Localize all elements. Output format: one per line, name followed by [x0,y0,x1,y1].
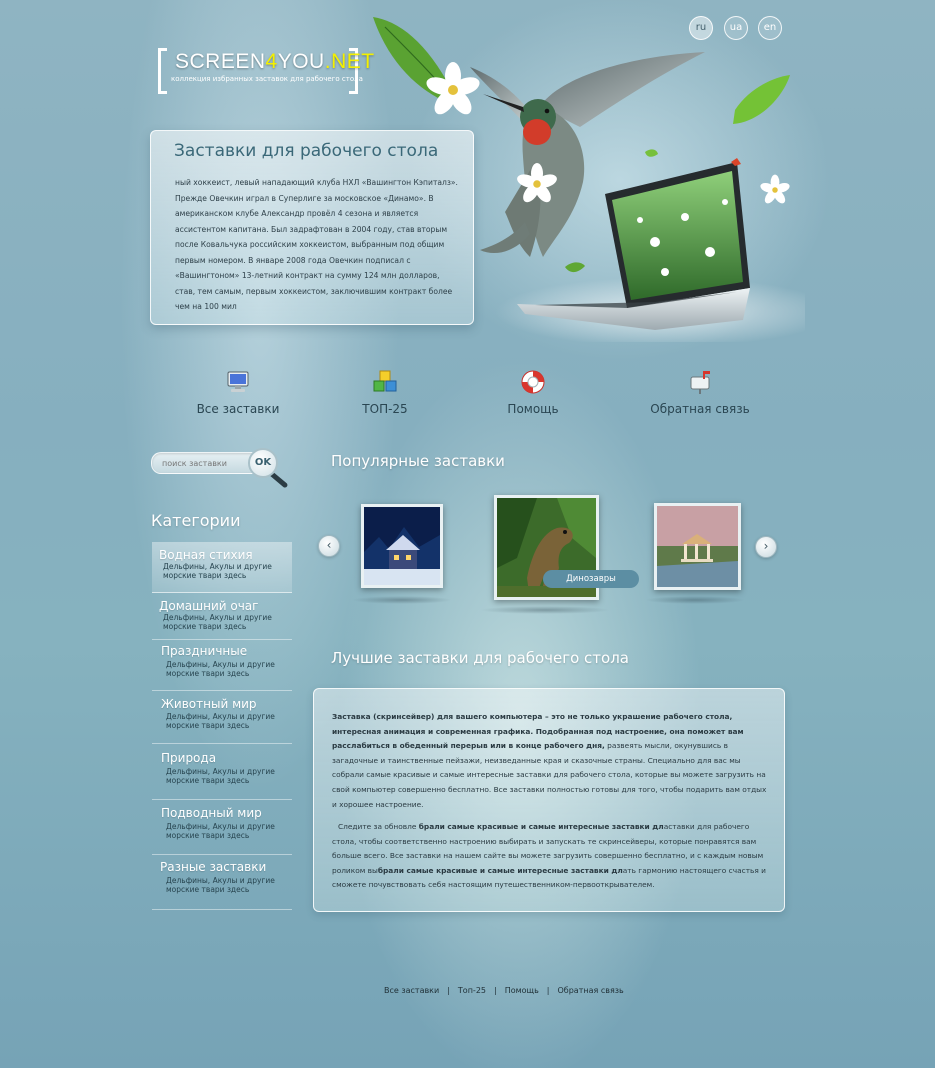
category-name: Домашний очаг [159,599,259,613]
categories-list [152,542,292,910]
best-p2-a: Следите за обновле [338,822,419,831]
best-p1-bold: Заставка (скринсейвер) для вашего компьютера – это не только украшение рабочего стола, интересная анимация и современная графика. Подобранная под настроение, она поможет вам расслабиться в обеденный перерыв или в конце рабочего дня, [332,712,744,751]
category-item[interactable] [152,542,292,593]
thumb-tooltip: Динозавры [543,570,639,588]
logo-subtitle: коллекция избранных заставок для рабочего стола [171,75,363,83]
category-item[interactable] [152,744,292,800]
category-desc: Дельфины, Акулы и другие морские твари здесь [163,613,272,631]
thumb-shadow [645,596,745,604]
footer-link-help[interactable]: Помощь [504,986,539,995]
category-desc: Дельфины, Акулы и другие морские твари здесь [163,562,272,580]
thumb-shadow [352,596,452,604]
search-ok-button[interactable]: OK [248,448,278,478]
category-name: Подводный мир [161,806,262,820]
footer-separator: | [494,986,497,995]
carousel-prev-button[interactable] [318,535,340,557]
category-name: Праздничные [161,644,248,658]
site-logo[interactable] [158,48,375,88]
footer-link-all[interactable]: Все заставки [384,986,440,995]
category-item[interactable] [152,800,292,855]
thumb-shadow [480,606,610,614]
best-p2-c: аставки для рабочего стола, чтобы соответственно настроению выбирать и запускать те скринсейверы, которые понравятся вам больше всего. Все заставки на нашем сайте вы можете загрузить совершенно бесплатно, и с каждым новым роликом вы [332,822,764,875]
category-name: Природа [161,751,217,765]
category-desc: Дельфины, Акулы и другие морские твари здесь [166,660,275,678]
screensaver-thumb-winter-house[interactable] [361,504,443,588]
category-desc: Дельфины, Акулы и другие морские твари здесь [166,822,275,840]
category-item[interactable] [152,593,292,640]
footer-link-feedback[interactable]: Обратная связь [557,986,624,995]
lang-ru-button[interactable]: ru [689,16,713,40]
thumb-image [657,506,738,587]
category-name: Разные заставки [160,860,267,874]
best-paragraph-1 [332,710,768,812]
intro-text: ный хоккеист, левый нападающий клуба НХЛ «Вашингтон Кэпиталз». Прежде Овечкин играл в Суперлиге за московское «Динамо». В американском клубе Александр провёл 4 сезона и является ассистентом капитана. Был задрафтован в 2004 году, став вторым после Ковальчука российским хоккеистом, выбранным под общим первым номером. В январе 2008 года Овечкин подписал с «Вашингтоном» 13-летний контракт на сумму 124 млн долларов, став, тем самым, первым хоккеистом, заключившим контракт более чем на 100 мил [175,178,458,311]
best-p2-d: брали самые красивые и самые интересные заставки дл [377,865,623,875]
category-desc: Дельфины, Акулы и другие морские твари здесь [166,767,275,785]
logo-title: SCREEN4YOU.NET [175,50,375,73]
categories-title: Категории [151,511,241,530]
intro-panel [150,130,474,325]
mailbox-icon [687,369,713,395]
best-p1-rest: развеять мысли, окунувшись в загадочные и таинственные пейзажи, неизведанные края и сказочные страны. Специально для вас мы собрали самые красивые и самые интересные заставки для рабочего стола, которые вы можете загрузить на свой компьютер совершенно бесплатно. Все заставки полностью готовы для того, чтобы подарить вам отдых и хорошее настроение. [332,741,767,809]
thumb-image [364,507,440,585]
popular-title: Популярные заставки [331,452,505,470]
lang-en-button[interactable]: en [758,16,782,40]
best-p2-b: брали самые красивые и самые интересные заставки дл [418,822,664,831]
footer-nav [384,986,624,995]
footer-link-top[interactable]: Топ-25 [457,986,486,995]
best-title: Лучшие заставки для рабочего стола [331,649,630,667]
search-input[interactable] [160,456,254,471]
nav-feedback[interactable] [630,369,770,416]
footer-separator: | [546,986,550,995]
screensaver-thumb-gazebo[interactable] [654,503,741,590]
chevron-right-icon: › [763,539,769,553]
nav-label: Помощь [507,402,559,416]
carousel-next-button[interactable] [755,536,777,558]
nav-label: Обратная связь [650,402,750,416]
cubes-icon [372,369,398,395]
nav-help[interactable] [463,369,603,416]
category-desc: Дельфины, Акулы и другие морские твари здесь [166,876,275,894]
lifebuoy-icon [520,369,546,395]
nav-label: Все заставки [196,402,280,416]
lang-ua-button[interactable]: ua [724,16,748,40]
logo-bracket-left [158,48,167,94]
category-name: Водная стихия [159,548,253,562]
nav-top25[interactable] [315,369,455,416]
nav-all-screensavers[interactable] [168,369,308,416]
category-item[interactable] [152,855,292,910]
best-paragraph-2 [332,820,768,893]
footer-separator: | [447,986,450,995]
intro-title: Заставки для рабочего стола [174,141,439,161]
monitor-icon [225,369,251,395]
category-item[interactable] [152,691,292,744]
nav-label: ТОП-25 [362,402,408,416]
category-item[interactable] [152,640,292,691]
best-p2-e: ать гармонию настоящего счастья и сможете почувствовать себя настоящим путешественником-первооткрывателем. [332,865,766,890]
category-desc: Дельфины, Акулы и другие морские твари здесь [166,712,275,730]
category-name: Животный мир [161,697,257,711]
best-panel [313,688,785,912]
chevron-left-icon: ‹ [326,538,332,552]
